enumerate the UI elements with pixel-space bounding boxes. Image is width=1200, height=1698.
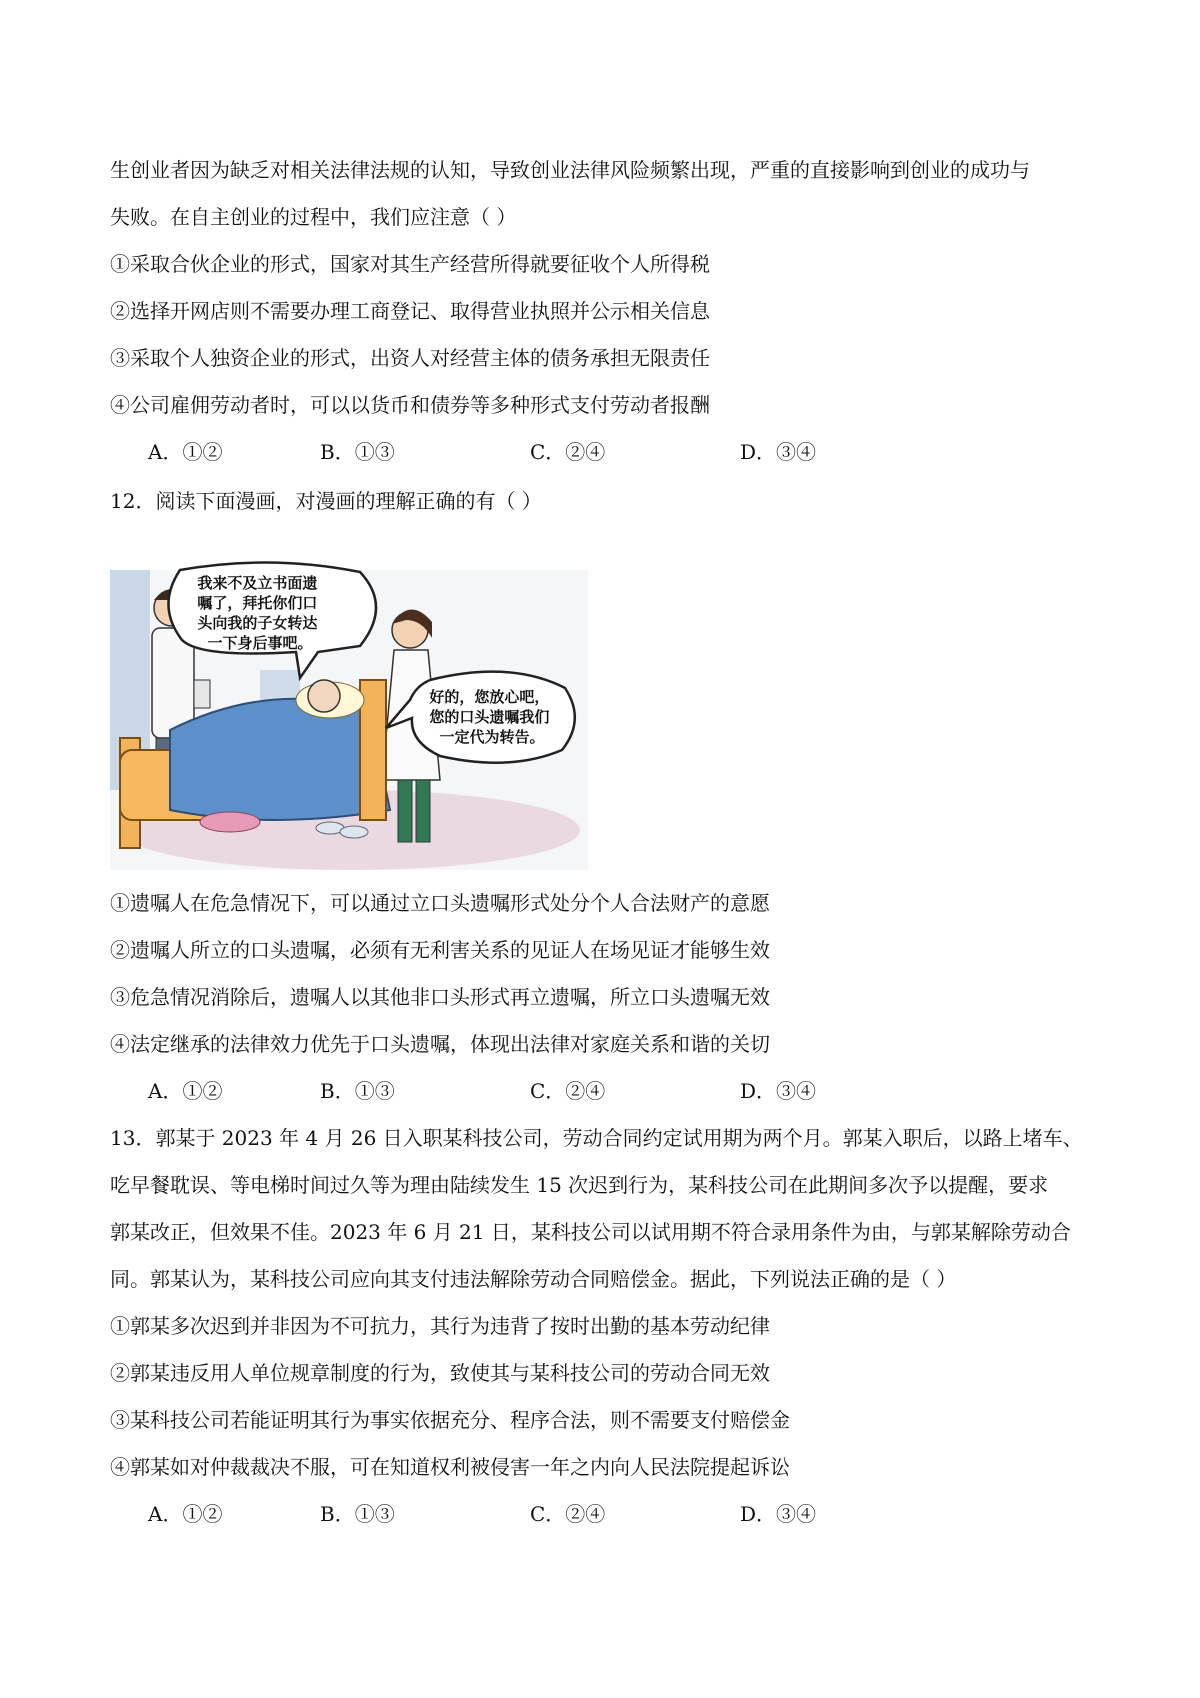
q12-choice-b[interactable]: B．①③	[320, 1079, 395, 1103]
bubble-right-line-2: 您的口头遗嘱我们	[429, 708, 550, 726]
q12-option-1: ①遗嘱人在危急情况下，可以通过立口头遗嘱形式处分个人合法财产的意愿	[110, 891, 770, 915]
q11-stem-line-2: 失败。在自主创业的过程中，我们应注意（ ）	[110, 205, 517, 229]
bubble-left-line-4: 一下身后事吧。	[207, 634, 313, 652]
q12-option-4: ④法定继承的法律效力优先于口头遗嘱，体现出法律对家庭关系和谐的关切	[110, 1032, 770, 1056]
q12-choices	[148, 1076, 1048, 1106]
q12-choice-d[interactable]: D．③④	[740, 1079, 817, 1103]
slipper-right	[340, 826, 368, 838]
q13-stem-line-3: 郭某改正，但效果不佳。2023 年 6 月 21 日，某科技公司以试用期不符合录用条件为由，与郭某解除劳动合	[110, 1220, 1071, 1244]
q13-stem-line-2: 吃早餐耽误、等电梯时间过久等为理由陆续发生 15 次迟到行为，某科技公司在此期间多次予以提醒，要求	[110, 1173, 1049, 1197]
q13-choice-c[interactable]: C．②④	[530, 1502, 606, 1526]
q11-choice-c[interactable]: C．②④	[530, 440, 606, 464]
q11-stem-line-1: 生创业者因为缺乏对相关法律法规的认知，导致创业法律风险频繁出现，严重的直接影响到创业的成功与	[110, 158, 1030, 182]
q12-choice-a[interactable]: A．①②	[148, 1079, 223, 1103]
will-cartoon	[110, 560, 588, 870]
q11-choice-d[interactable]: D．③④	[740, 440, 817, 464]
q11-option-2: ②选择开网店则不需要办理工商登记、取得营业执照并公示相关信息	[110, 299, 710, 323]
q12-option-2: ②遗嘱人所立的口头遗嘱，必须有无利害关系的见证人在场见证才能够生效	[110, 938, 770, 962]
q13-option-3: ③某科技公司若能证明其行为事实依据充分、程序合法，则不需要支付赔偿金	[110, 1408, 790, 1432]
bubble-right-line-1: 好的，您放心吧，	[429, 688, 550, 706]
q13-choice-a[interactable]: A．①②	[148, 1502, 223, 1526]
q13-stem-line-1: 13．郭某于 2023 年 4 月 26 日入职某科技公司，劳动合同约定试用期为两个月。郭某入职后，以路上堵车、	[110, 1126, 1083, 1150]
q13-stem-line-4: 同。郭某认为，某科技公司应向其支付违法解除劳动合同赔偿金。据此，下列说法正确的是（ ）	[110, 1267, 957, 1291]
q13-option-4: ④郭某如对仲裁裁决不服，可在知道权利被侵害一年之内向人民法院提起诉讼	[110, 1455, 790, 1479]
q11-choices	[148, 437, 1048, 467]
q11-choice-a[interactable]: A．①②	[148, 440, 223, 464]
bubble-left-line-1: 我来不及立书面遗	[197, 574, 318, 592]
q13-option-1: ①郭某多次迟到并非因为不可抗力，其行为违背了按时出勤的基本劳动纪律	[110, 1314, 770, 1338]
q11-option-3: ③采取个人独资企业的形式，出资人对经营主体的债务承担无限责任	[110, 346, 710, 370]
q12-option-3: ③危急情况消除后，遗嘱人以其他非口头形式再立遗嘱，所立口头遗嘱无效	[110, 985, 770, 1009]
q11-choice-b[interactable]: B．①③	[320, 440, 395, 464]
q11-option-1: ①采取合伙企业的形式，国家对其生产经营所得就要征收个人所得税	[110, 252, 710, 276]
q12-stem: 12．阅读下面漫画，对漫画的理解正确的有（ ）	[110, 489, 542, 513]
q11-option-4: ④公司雇佣劳动者时，可以以货币和债券等多种形式支付劳动者报酬	[110, 393, 710, 417]
bubble-left-line-2: 嘱了，拜托你们口	[197, 594, 318, 612]
q13-option-2: ②郭某违反用人单位规章制度的行为，致使其与某科技公司的劳动合同无效	[110, 1361, 770, 1385]
svg-text:好的，您放心吧， 您的口头遗嘱我们	[428, 688, 554, 746]
q12-choice-c[interactable]: C．②④	[530, 1079, 606, 1103]
q13-choice-b[interactable]: B．①③	[320, 1502, 395, 1526]
bubble-left-line-3: 头向我的子女转达	[197, 614, 318, 632]
bubble-right-line-3: 一定代为转告。	[439, 728, 545, 746]
basin	[200, 812, 260, 832]
q13-choices	[148, 1499, 1048, 1529]
q13-choice-d[interactable]: D．③④	[740, 1502, 817, 1526]
